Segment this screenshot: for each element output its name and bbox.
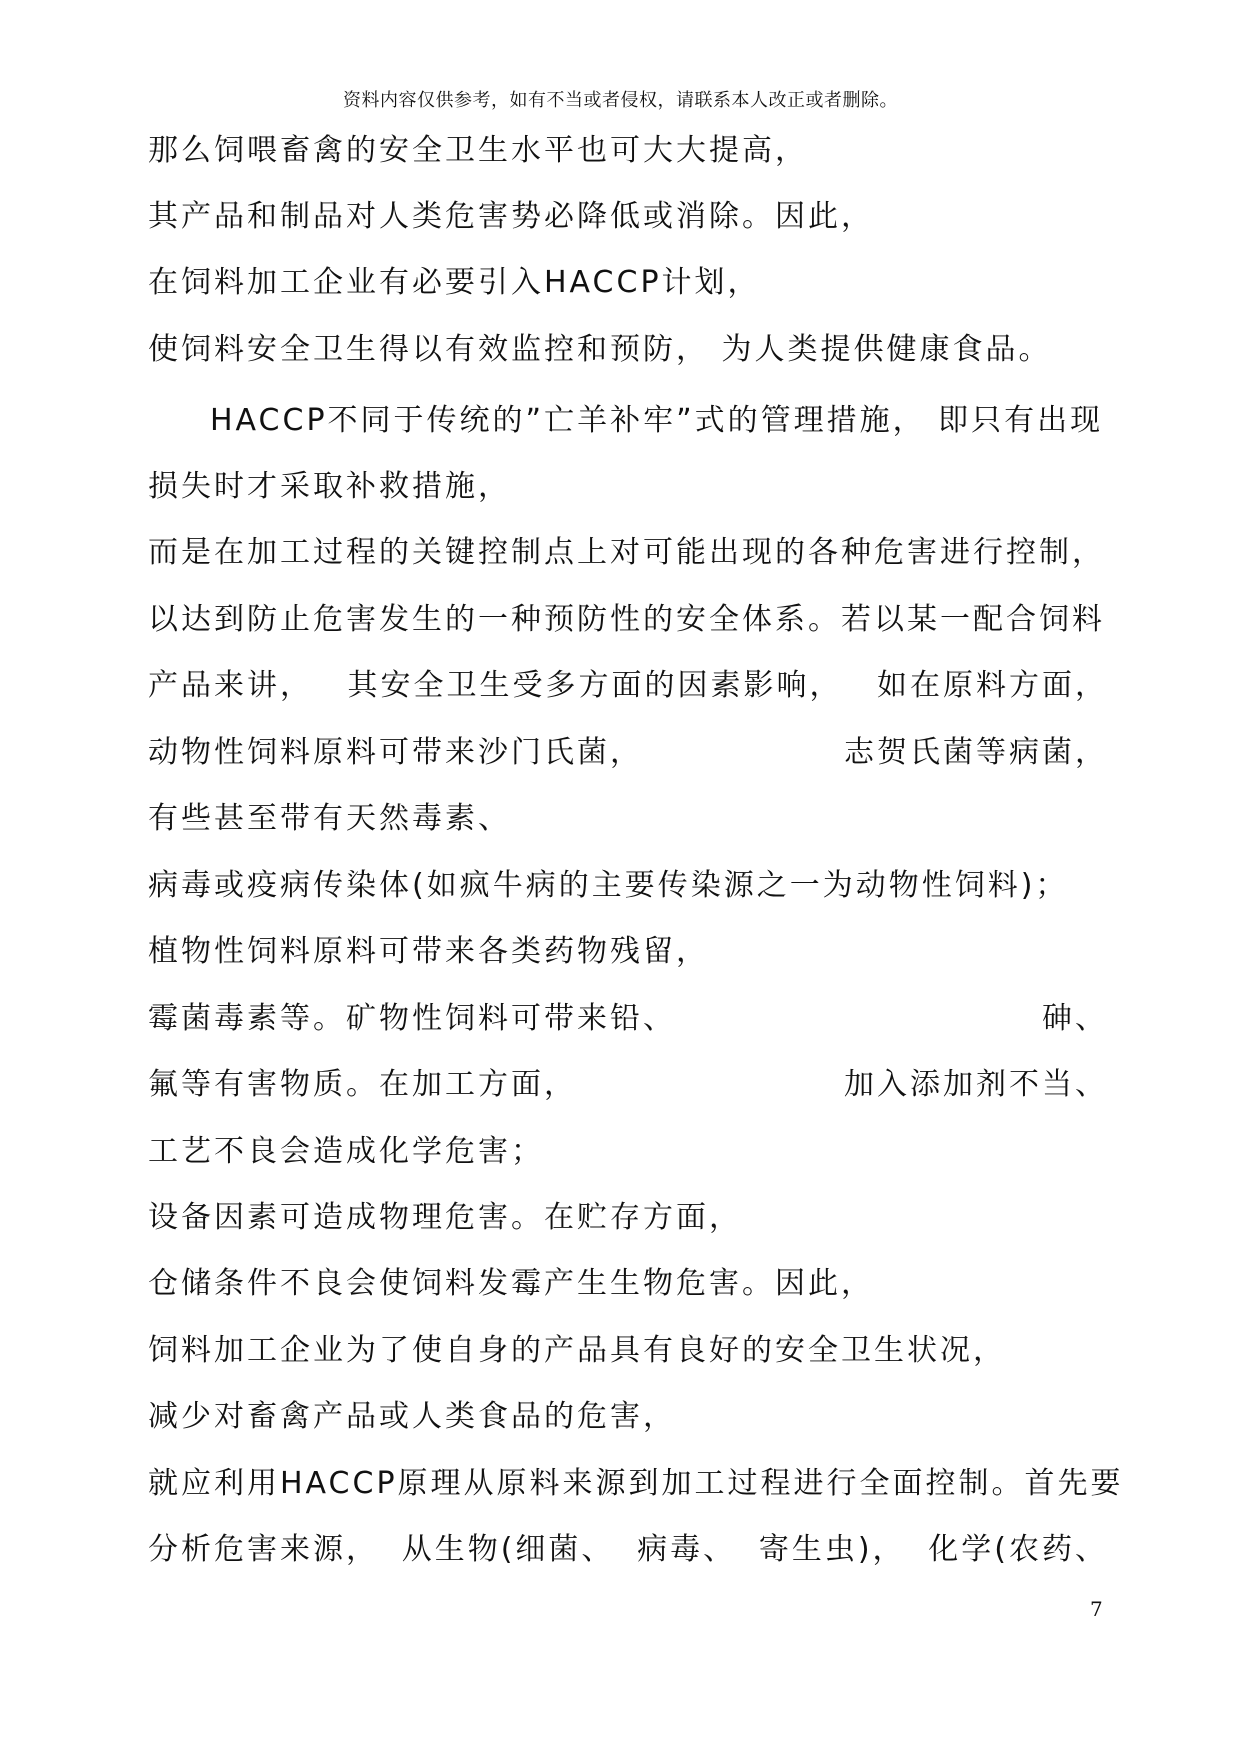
text-segment: 分析危害来源，: [148, 1532, 379, 1567]
paragraph-first-line: HACCP不同于传统的”亡羊补牢”式的管理措施， 即只有出现: [210, 403, 1104, 438]
text-segment: 寄生虫)，: [758, 1532, 906, 1567]
text-segment: 产品来讲，: [148, 668, 313, 703]
text-line: 有些甚至带有天然毒素、: [148, 801, 511, 836]
text-line: 而是在加工过程的关键控制点上对可能出现的各种危害进行控制，: [148, 535, 1105, 570]
text-segment: 动物性饲料原料可带来沙门氏菌，: [148, 735, 643, 770]
text-line: 植物性饲料原料可带来各类药物残留，: [148, 934, 709, 969]
text-line: 损失时才采取补救措施，: [148, 469, 511, 504]
text-segment: 霉菌毒素等。矿物性饲料可带来铅、: [148, 1001, 676, 1036]
justified-line: [148, 733, 1108, 773]
text-segment: 从生物(细菌、: [401, 1532, 615, 1567]
text-line: 就应利用HACCP原理从原料来源到加工过程进行全面控制。首先要: [148, 1466, 1124, 1501]
justified-line: [148, 666, 1108, 706]
text-segment: 病毒、: [637, 1532, 737, 1567]
text-segment: 化学(农药、: [928, 1532, 1108, 1567]
text-line: 工艺不良会造成化学危害；: [148, 1134, 544, 1169]
text-line: 其产品和制品对人类危害势必降低或消除。因此，: [148, 199, 874, 234]
text-segment: 加入添加剂不当、: [844, 1067, 1108, 1102]
justified-line: [148, 999, 1108, 1039]
text-line: 在饲料加工企业有必要引入HACCP计划，: [148, 265, 761, 300]
text-line: 仓储条件不良会使饲料发霉产生生物危害。因此，: [148, 1266, 874, 1301]
text-line: 设备因素可造成物理危害。在贮存方面，: [148, 1200, 742, 1235]
page-number: 7: [1090, 1597, 1103, 1621]
text-segment: 氟等有害物质。在加工方面，: [148, 1067, 577, 1102]
text-segment: 志贺氏菌等病菌，: [844, 735, 1108, 770]
justified-line: [148, 1065, 1108, 1105]
text-line: 减少对畜禽产品或人类食品的危害，: [148, 1399, 676, 1434]
text-line: 病毒或疫病传染体(如疯牛病的主要传染源之一为动物性饲料)；: [148, 868, 1069, 903]
justified-line: [148, 1530, 1108, 1570]
text-line: 以达到防止危害发生的一种预防性的安全体系。若以某一配合饲料: [148, 602, 1105, 637]
text-segment: 如在原料方面，: [877, 668, 1108, 703]
text-line: 饲料加工企业为了使自身的产品具有良好的安全卫生状况，: [148, 1333, 1006, 1368]
text-segment: 砷、: [1042, 1001, 1108, 1036]
text-line: 那么饲喂畜禽的安全卫生水平也可大大提高，: [148, 133, 808, 168]
text-segment: 其安全卫生受多方面的因素影响，: [347, 668, 843, 703]
text-line: 使饲料安全卫生得以有效监控和预防， 为人类提供健康食品。: [148, 332, 1052, 367]
disclaimer-header: 资料内容仅供参考，如有不当或者侵权，请联系本人改正或者删除。: [343, 90, 898, 111]
